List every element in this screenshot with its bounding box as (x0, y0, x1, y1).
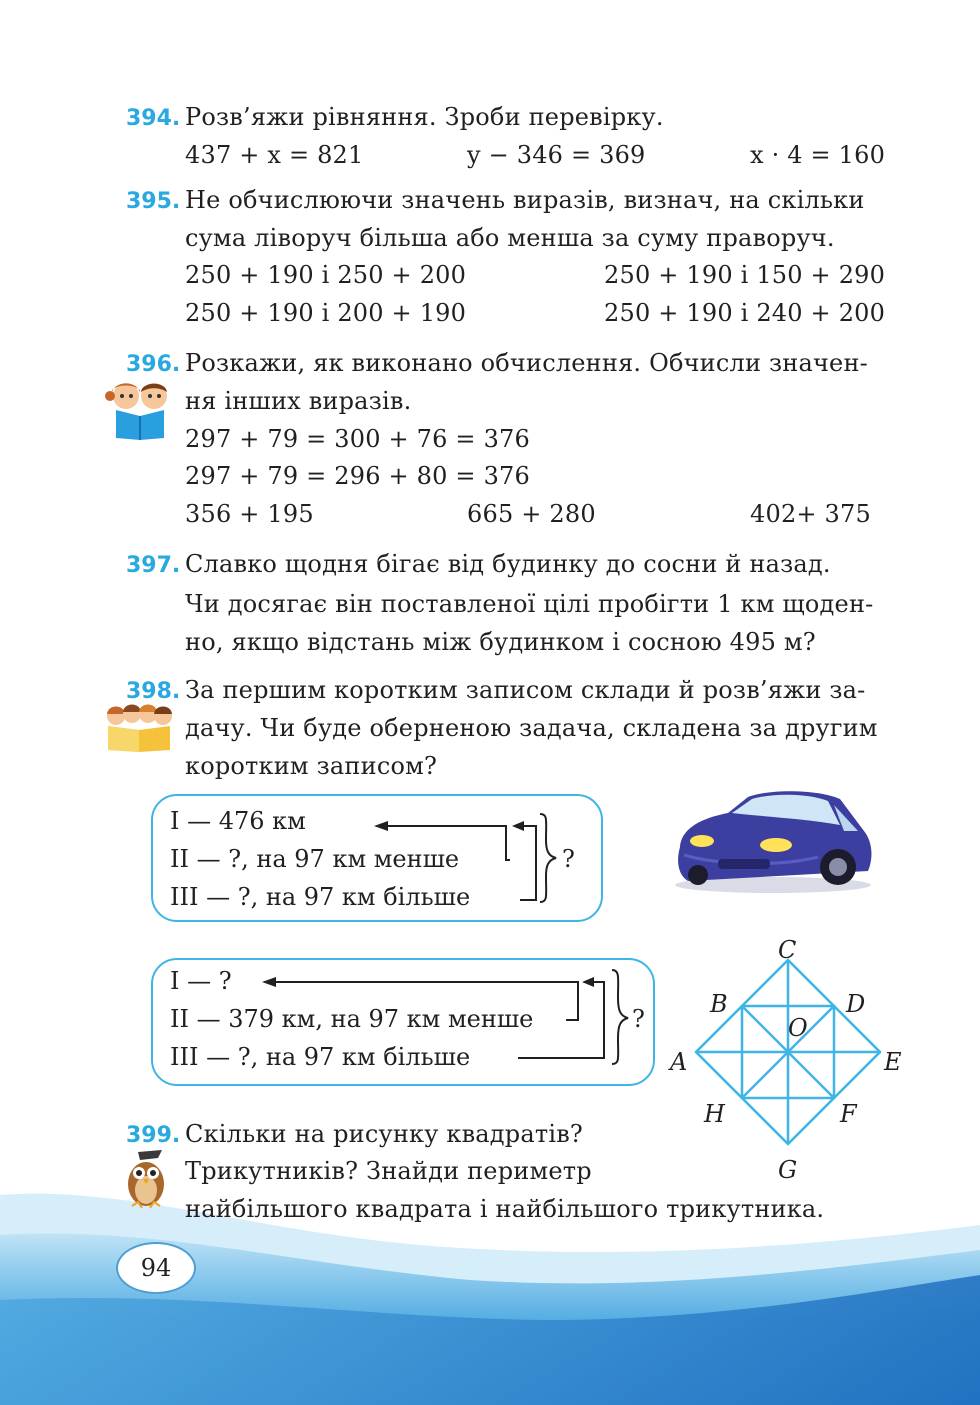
task-number-395: 395. (126, 189, 181, 214)
group-children-icon (102, 702, 176, 752)
task-398-line-3: коротким записом? (185, 752, 438, 780)
task-398-line-1: За першим коротким записом склади й розв’яжи за- (185, 676, 866, 704)
task-395-line-1: Не обчислюючи значень виразів, визнач, на скільки (185, 186, 865, 214)
expression-4: 250 + 190 і 240 + 200 (604, 299, 886, 327)
task-399-line-3: найбільшого квадрата і найбільшого трикутника. (185, 1195, 825, 1223)
task-number-397: 397. (126, 553, 181, 578)
task-396-line-2: ня інших виразів. (185, 387, 412, 415)
children-reading-icon (104, 378, 176, 440)
task-399-line-2: Трикутників? Знайди периметр (185, 1157, 592, 1185)
box1-question: ? (562, 845, 575, 873)
box1-line-2: II — ?, на 97 км менше (170, 845, 460, 873)
box1-arrows (360, 800, 590, 915)
task-number-398: 398. (126, 679, 181, 704)
equation-3: x · 4 = 160 (750, 141, 886, 169)
task-number-399: 399. (126, 1123, 181, 1148)
task-394-text: Розв’яжи рівняння. Зроби перевірку. (185, 103, 664, 131)
page-number: 94 (116, 1242, 196, 1294)
geometry-figure (660, 930, 920, 1190)
expression-a: 356 + 195 (185, 500, 314, 528)
label-A: A (670, 1048, 688, 1076)
task-397-line-1: Славко щодня бігає від будинку до сосни й назад. (185, 550, 831, 578)
expression-2: 250 + 190 і 150 + 290 (604, 261, 886, 289)
label-G: G (778, 1156, 798, 1184)
box2-line-3: III — ?, на 97 км більше (170, 1043, 471, 1071)
box2-arrows (250, 962, 650, 1077)
label-F: F (840, 1100, 857, 1128)
owl-teacher-icon (118, 1148, 174, 1210)
label-H: H (704, 1100, 725, 1128)
example-1: 297 + 79 = 300 + 76 = 376 (185, 425, 530, 453)
label-E: E (884, 1048, 902, 1076)
box2-line-2: II — 379 км, на 97 км менше (170, 1005, 534, 1033)
equation-2: y − 346 = 369 (467, 141, 646, 169)
task-396-line-1: Розкажи, як виконано обчислення. Обчисли значен- (185, 349, 868, 377)
expression-b: 665 + 280 (467, 500, 596, 528)
label-B: B (710, 990, 728, 1018)
task-399-line-1: Скільки на рисунку квадратів? (185, 1120, 583, 1148)
task-398-line-2: дачу. Чи буде оберненою задача, складена за другим (185, 714, 878, 742)
task-397-line-2: Чи досягає він поставленої цілі пробігти 1 км щоден- (185, 590, 874, 618)
box1-line-1: I — 476 км (170, 807, 306, 835)
example-2: 297 + 79 = 296 + 80 = 376 (185, 462, 530, 490)
expression-c: 402+ 375 (750, 500, 871, 528)
box2-question: ? (632, 1005, 645, 1033)
task-number-396: 396. (126, 352, 181, 377)
box2-line-1: I — ? (170, 967, 232, 995)
equation-1: 437 + x = 821 (185, 141, 364, 169)
task-395-line-2: сума ліворуч більша або менша за суму праворуч. (185, 224, 835, 252)
task-number-394: 394. (126, 106, 181, 131)
car-illustration (668, 785, 878, 895)
expression-3: 250 + 190 і 200 + 190 (185, 299, 467, 327)
expression-1: 250 + 190 і 250 + 200 (185, 261, 467, 289)
box1-line-3: III — ?, на 97 км більше (170, 883, 471, 911)
task-397-line-3: но, якщо відстань між будинком і сосною 495 м? (185, 628, 816, 656)
label-D: D (846, 990, 866, 1018)
label-O: O (788, 1014, 808, 1042)
label-C: C (778, 936, 797, 964)
